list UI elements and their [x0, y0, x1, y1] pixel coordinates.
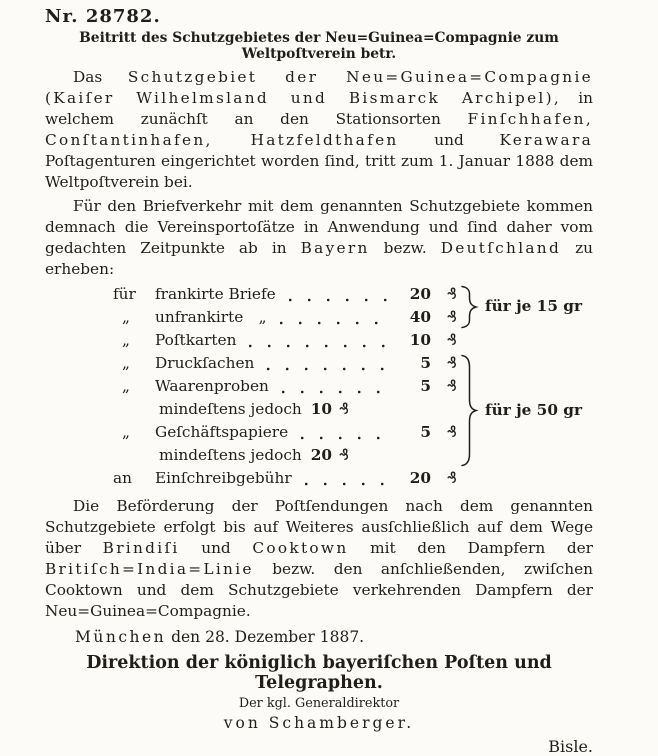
row-label: unfrankirte „: [155, 308, 267, 326]
pfennig-sign: ₰: [339, 445, 350, 464]
body-text: Poſtagenturen eingerichtet worden ſind, tritt zum 1. Januar 1888 dem Weltpoſtverein bei.: [45, 152, 593, 191]
row-label: mindeſtens jedoch: [159, 446, 302, 464]
tariff-row: [113, 422, 457, 445]
dot-leader: [281, 389, 393, 395]
dateline: [45, 628, 593, 646]
row-value: 20: [409, 285, 431, 303]
tariff-row: [113, 399, 457, 422]
row-label: Geſchäftspapiere: [155, 423, 289, 441]
row-value: 5: [420, 423, 431, 441]
body-text: , in welchem zunächſt an den Stationsorten: [45, 89, 593, 128]
row-value: 20: [310, 446, 333, 464]
row-label: Druckſachen: [155, 354, 255, 372]
ditto-mark: „: [122, 423, 130, 441]
body-text: und: [179, 539, 253, 557]
signature-role: Der kgl. Generaldirektor: [238, 696, 400, 711]
row-value: 5: [420, 354, 431, 372]
tariff-table: [113, 284, 658, 492]
dateline-place: München: [75, 628, 167, 646]
row-value: 5: [420, 377, 431, 395]
dot-leader: [266, 366, 393, 372]
body-text: Die Beförderung der Poſtſendungen nach dem genannten Schutzgebiete erfolgt bis auf Weiteres ausſchließlich auf dem Wege über: [45, 497, 593, 557]
pfennig-sign: ₰: [339, 399, 350, 418]
body-text: Das: [73, 68, 128, 86]
pfennig-sign: ₰: [446, 353, 457, 372]
row-label: Poſtkarten: [155, 331, 237, 349]
group-brace: [459, 354, 479, 471]
tariff-group-braces: [459, 284, 658, 492]
emphasized-text: Brindiſi: [102, 539, 180, 557]
body-text: zu erheben:: [45, 239, 593, 278]
ditto-mark: „: [122, 308, 130, 326]
body-text: Für den Briefverkehr mit dem genannten Schutzgebiete kommen demnach die Vereinsportoſätze in Anwendung und ſind daher vom gedachten Zeitpunkte ab in: [45, 197, 593, 257]
pfennig-sign: ₰: [446, 330, 457, 349]
countersignature: Bisle.: [548, 737, 593, 756]
tariff-row: [113, 376, 457, 399]
pfennig-sign: ₰: [446, 307, 457, 326]
row-label: Waarenproben: [155, 377, 269, 395]
ditto-mark: „: [122, 331, 130, 349]
dot-leader: [304, 481, 393, 487]
tariff-row: [113, 353, 457, 376]
tariff-row: [113, 284, 457, 307]
body-text: bezw. den anſchließenden, zwiſchen Cooktown und dem Schutzgebiete verkehrenden Dampfern der Neu=Guinea=Compagnie.: [45, 560, 593, 620]
ditto-mark: „: [122, 377, 130, 395]
tariff-row: [113, 468, 457, 491]
pfennig-sign: ₰: [446, 284, 457, 303]
paragraph-accession: [45, 67, 593, 193]
row-value: 20: [409, 469, 431, 487]
emphasized-text: Deutſchland: [440, 239, 562, 257]
dot-leader: [279, 320, 393, 326]
emphasized-text: Britiſch=India=Linie: [45, 560, 254, 578]
row-value: 40: [409, 308, 431, 326]
body-text: mit den Dampfern der: [348, 539, 593, 557]
emphasized-text: Finſchhafen, Conſtantinhafen, Hatzfeldthafen: [45, 110, 593, 149]
paragraph-rates-intro: [45, 196, 593, 280]
dateline-date: den 28. Dezember 1887.: [166, 628, 365, 646]
row-prefix: für: [113, 285, 136, 303]
tariff-row: [113, 330, 457, 353]
subject-line: Beitritt des Schutzgebietes der Neu=Guinea=Compagnie zum Weltpoſtverein betr.: [79, 30, 559, 62]
pfennig-sign: ₰: [446, 376, 457, 395]
body-text: und: [398, 131, 500, 149]
tariff-row: [113, 445, 457, 468]
pfennig-sign: ₰: [446, 422, 457, 441]
pfennig-sign: ₰: [446, 468, 457, 487]
signature-organization: Direktion der königlich bayeriſchen Poſten und Telegraphen.: [86, 653, 552, 693]
tariff-row: [113, 307, 457, 330]
group-label: für je 15 gr: [485, 297, 583, 315]
emphasized-text: Bayern: [300, 239, 370, 257]
dot-leader: [300, 435, 393, 441]
body-text: bezw.: [369, 239, 441, 257]
doc-number: Nr. 28782.: [45, 6, 161, 27]
signature-name: von Schamberger.: [223, 714, 415, 732]
row-value: 10: [310, 400, 333, 418]
tariff-rows: [113, 284, 457, 491]
row-label: frankirte Briefe: [155, 285, 276, 303]
emphasized-text: Cooktown: [252, 539, 349, 557]
dot-leader: [248, 343, 393, 349]
row-prefix: an: [113, 469, 132, 487]
row-value: 10: [409, 331, 431, 349]
emphasized-text: Schutzgebiet der Neu=Guinea=Compagnie (Kaiſer Wilhelmsland und Bismarck Archipel): [45, 68, 593, 107]
dot-leader: [288, 297, 393, 303]
paragraph-routing: [45, 496, 593, 622]
row-label: Einſchreibgebühr: [155, 469, 292, 487]
group-label: für je 50 gr: [485, 400, 583, 419]
emphasized-text: Kerawara: [499, 131, 593, 149]
group-brace: [459, 285, 479, 333]
row-label: mindeſtens jedoch: [159, 400, 302, 418]
ditto-mark: „: [122, 354, 130, 372]
